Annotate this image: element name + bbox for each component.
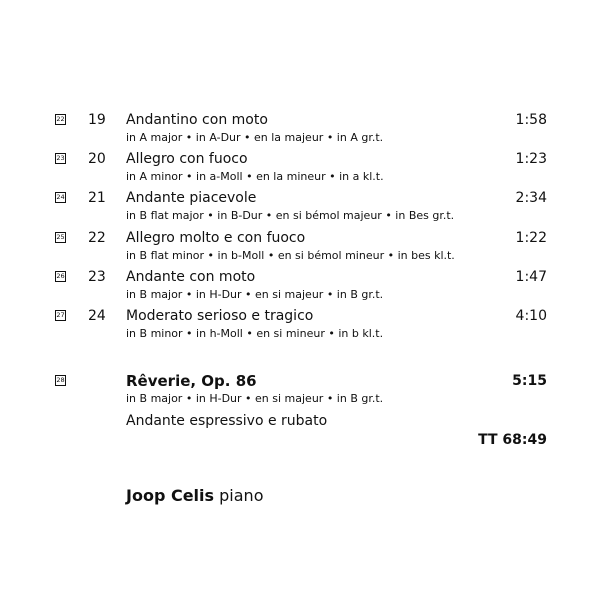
piece-keys: in B minor • in h-Moll • en si mineur • in b kl.t.: [126, 327, 384, 340]
piece-duration: 1:22: [515, 230, 547, 246]
piece-duration: 4:10: [515, 308, 547, 324]
piece-duration: 2:34: [515, 190, 547, 206]
piece-title: Andante piacevole: [126, 190, 257, 206]
piece-title: Moderato serioso e tragico: [126, 308, 314, 324]
piece-number: 24: [88, 308, 106, 324]
track-number-box: 25: [56, 233, 65, 241]
track-number-box: 22: [56, 115, 65, 123]
piece-keys: in A major • in A-Dur • en la majeur • in A gr.t.: [126, 131, 384, 144]
piece-duration: 1:23: [515, 151, 547, 167]
piece-duration: 1:58: [515, 112, 547, 128]
reverie-keys: in B major • in H-Dur • en si majeur • in B gr.t.: [126, 392, 384, 405]
piece-keys: in B major • in H-Dur • en si majeur • in B gr.t.: [126, 288, 384, 301]
track-number-box: 23: [56, 154, 65, 162]
reverie-duration: 5:15: [512, 373, 547, 389]
piece-keys: in A minor • in a-Moll • en la mineur • in a kl.t.: [126, 170, 384, 183]
performer-instrument: piano: [219, 486, 264, 505]
performer-name: Joop Celis: [126, 486, 215, 505]
performer-credit: [126, 485, 263, 507]
piece-title: Allegro molto e con fuoco: [126, 230, 306, 246]
track-number-box: 26: [56, 272, 65, 280]
track-number-box: 28: [56, 376, 65, 384]
piece-title: Andantino con moto: [126, 112, 268, 128]
piece-number: 19: [88, 112, 106, 128]
piece-duration: 1:47: [515, 269, 547, 285]
piece-title: Andante con moto: [126, 269, 256, 285]
piece-number: 20: [88, 151, 106, 167]
piece-number: 22: [88, 230, 106, 246]
piece-number: 21: [88, 190, 106, 206]
track-number-box: 27: [56, 311, 65, 319]
piece-keys: in B flat major • in B-Dur • en si bémol majeur • in Bes gr.t.: [126, 209, 455, 222]
track-number-box: 24: [56, 193, 65, 201]
piece-title: Allegro con fuoco: [126, 151, 248, 167]
piece-number: 23: [88, 269, 106, 285]
total-time: TT 68:49: [478, 432, 547, 448]
reverie-tempo: Andante espressivo e rubato: [126, 413, 328, 429]
piece-keys: in B flat minor • in b-Moll • en si bémol mineur • in bes kl.t.: [126, 249, 455, 262]
reverie-title: Rêverie, Op. 86: [126, 372, 257, 390]
